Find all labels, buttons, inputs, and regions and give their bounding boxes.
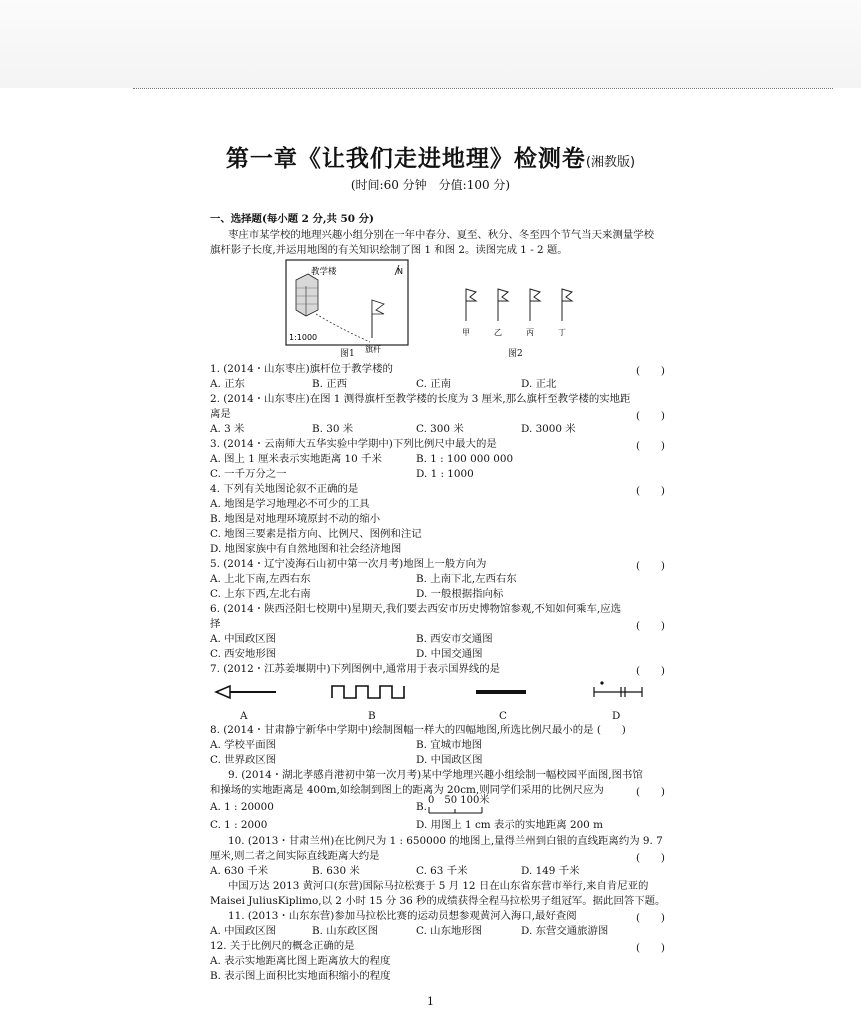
q3-option-c: C. 一千万分之一 xyxy=(210,468,287,480)
q8-option-b: B. 宜城市地图 xyxy=(416,739,483,751)
q7-answer-blank: ( ) xyxy=(636,665,665,677)
intro2-line-1: 中国万达 2013 黄河口(东营)国际马拉松赛于 5 月 12 日在山东省东营市举行,来自肯尼亚的 xyxy=(228,880,649,892)
q7-symbol-d xyxy=(594,682,642,697)
q9-option-c: C. 1 : 2000 xyxy=(210,819,268,831)
q9-stem-cont: 和操场的实地距离是 400m,如绘制到图上的距离为 20cm,则同学们采用的比例尺应为 xyxy=(210,784,604,796)
q9-option-d: D. 用图上 1 cm 表示的实地距离 200 m xyxy=(416,819,603,831)
q8-option-d: D. 中国政区图 xyxy=(416,754,483,766)
q6-stem-cont: 择 xyxy=(210,618,221,630)
q3-answer-blank: ( ) xyxy=(636,440,665,452)
q8-option-a: A. 学校平面图 xyxy=(210,739,277,751)
q7-stem: 7. (2012・江苏姜堰期中)下列图例中,通常用于表示国界线的是 xyxy=(210,663,501,675)
flag-ding-icon xyxy=(562,289,572,321)
q9-stem: 9. (2014・湖北孝感肖港初中第一次月考)某中学地理兴趣小组绘制一幅校园平面图,图书馆 xyxy=(228,769,643,781)
q11-option-c: C. 山东地形图 xyxy=(416,925,483,937)
q9-option-a: A. 1 : 20000 xyxy=(210,801,274,813)
q5-option-d: D. 一般根据指向标 xyxy=(416,588,504,600)
q7-option-a: A xyxy=(240,710,248,722)
q9-answer-blank: ( ) xyxy=(636,786,665,798)
q4-option-c: C. 地图三要素是指方向、比例尺、图例和注记 xyxy=(210,528,422,540)
q3-option-b: B. 1 : 100 000 000 xyxy=(416,453,514,465)
q1-stem: 1. (2014・山东枣庄)旗杆位于教学楼的 xyxy=(210,363,393,375)
q7-symbol-a xyxy=(216,686,276,698)
school-building-icon xyxy=(296,274,318,316)
figure-2-caption: 图2 xyxy=(508,349,523,359)
q5-option-c: C. 上东下西,左北右南 xyxy=(210,588,311,600)
page-title xyxy=(0,140,861,173)
q5-answer-blank: ( ) xyxy=(636,560,665,572)
q5-option-b: B. 上南下北,左西右东 xyxy=(416,573,517,585)
q10-option-a: A. 630 千米 xyxy=(210,865,269,877)
q6-stem: 6. (2014・陕西泾阳七校期中)星期天,我们要去西安市历史博物馆参观,不知如何乘车,应选 xyxy=(210,603,621,615)
q12-option-b: B. 表示图上面积比实地面积缩小的程度 xyxy=(210,970,391,982)
q12-answer-blank: ( ) xyxy=(636,942,665,954)
intro-line-2: 旗杆影子长度,并运用地图的有关知识绘制了图 1 和图 2。读图完成 1 - 2 题。 xyxy=(210,244,568,256)
q4-option-d: D. 地图家族中有自然地图和社会经济地图 xyxy=(210,543,402,555)
q2-answer-blank: ( ) xyxy=(636,410,665,422)
q10-option-b: B. 630 米 xyxy=(312,865,360,877)
q8-stem: 8. (2014・甘肃静宁新华中学期中)绘制图幅一样大的四幅地图,所选比例尺最小的是 ( ) xyxy=(210,724,626,736)
flag-yi-icon xyxy=(498,289,508,321)
q6-option-d: D. 中国交通图 xyxy=(416,648,483,660)
q6-option-a: A. 中国政区图 xyxy=(210,633,277,645)
q7-option-c: C xyxy=(499,710,507,722)
q10-option-d: D. 149 千米 xyxy=(521,865,580,877)
q9-option-b: B. xyxy=(416,801,427,813)
q1-option-d: D. 正北 xyxy=(521,378,557,390)
fig1-flag-label: 旗杆 xyxy=(365,345,381,354)
fig2-label-ding: 丁 xyxy=(558,328,566,337)
q5-stem: 5. (2014・辽宁凌海石山初中第一次月考)地图上一般方向为 xyxy=(210,558,487,570)
q4-option-a: A. 地图是学习地理必不可少的工具 xyxy=(210,498,370,510)
q10-answer-blank: ( ) xyxy=(636,852,665,864)
page-number: 1 xyxy=(427,995,434,1008)
title-edition: (湘教版) xyxy=(585,155,636,170)
q5-option-a: A. 上北下南,左西右东 xyxy=(210,573,311,585)
q7-option-d: D xyxy=(612,710,621,722)
q11-answer-blank: ( ) xyxy=(636,912,665,924)
flagpole-icon xyxy=(372,300,384,338)
q7-symbol-b xyxy=(332,686,404,698)
fig1-north-label: N xyxy=(397,267,403,276)
q6-option-b: B. 西安市交通图 xyxy=(416,633,493,645)
page-top-shade xyxy=(0,0,861,88)
figure-1-map xyxy=(284,258,410,354)
q1-option-a: A. 正东 xyxy=(210,378,245,390)
fig1-dashed-path xyxy=(316,314,370,342)
q11-option-d: D. 东营交通旅游图 xyxy=(521,925,609,937)
q4-stem: 4. 下列有关地图论叙不正确的是 xyxy=(210,483,359,495)
section-heading: 一、选择题(每小题 2 分,共 50 分) xyxy=(210,213,374,225)
q2-option-d: D. 3000 米 xyxy=(521,423,576,435)
q4-answer-blank: ( ) xyxy=(636,485,665,497)
q9-scale-bar-icon xyxy=(428,806,488,814)
q7-option-b: B xyxy=(368,710,376,722)
q1-option-c: C. 正南 xyxy=(416,378,451,390)
intro2-line-2: Maisei JuliusKiplimo,以 2 小时 15 分 36 秒的成绩获得全程马拉松男子组冠军。据此回答下题。 xyxy=(210,895,666,907)
q9-scale-bar-label: 0 50 100米 xyxy=(428,795,490,806)
figure-2-shadows xyxy=(458,283,578,339)
q7-legend-symbols xyxy=(214,678,654,708)
q2-option-c: C. 300 米 xyxy=(416,423,464,435)
q2-option-a: A. 3 米 xyxy=(210,423,245,435)
fig1-scale-label: 1:1000 xyxy=(289,333,318,342)
q12-stem: 12. 关于比例尺的概念正确的是 xyxy=(210,940,355,952)
q2-option-b: B. 30 米 xyxy=(312,423,354,435)
q6-option-c: C. 西安地形图 xyxy=(210,648,277,660)
q11-option-a: A. 中国政区图 xyxy=(210,925,277,937)
page-subtitle: (时间:60 分钟 分值:100 分) xyxy=(350,178,511,192)
q12-option-a: A. 表示实地距离比图上距离放大的程度 xyxy=(210,955,391,967)
flag-bing-icon xyxy=(530,289,540,321)
figure-1-caption: 图1 xyxy=(340,349,355,359)
q10-stem-cont: 厘米,则二者之间实际直线距离大约是 xyxy=(210,850,380,862)
q6-answer-blank: ( ) xyxy=(636,620,665,632)
q2-stem-cont: 离是 xyxy=(210,408,231,420)
intro-line-1: 枣庄市某学校的地理兴趣小组分别在一年中春分、夏至、秋分、冬至四个节气当天来测量学校 xyxy=(228,229,655,241)
q2-stem: 2. (2014・山东枣庄)在图 1 测得旗杆至教学楼的长度为 3 厘米,那么旗杆至教学楼的实地距 xyxy=(210,393,631,405)
flag-jia-icon xyxy=(466,289,476,321)
q4-option-b: B. 地图是对地理环境原封不动的缩小 xyxy=(210,513,381,525)
q3-option-d: D. 1 : 1000 xyxy=(416,468,474,480)
q3-stem: 3. (2014・云南师大五华实验中学期中)下列比例尺中最大的是 xyxy=(210,438,497,450)
q11-stem: 11. (2013・山东东营)参加马拉松比赛的运动员想参观黄河入海口,最好查阅 xyxy=(228,910,577,922)
fig2-label-jia: 甲 xyxy=(462,328,470,337)
q1-option-b: B. 正西 xyxy=(312,378,348,390)
title-text: 第一章《让我们走进地理》检测卷 xyxy=(225,146,586,172)
q11-option-b: B. 山东政区图 xyxy=(312,925,379,937)
q10-option-c: C. 63 千米 xyxy=(416,865,468,877)
fig1-building-label: 教学楼 xyxy=(311,267,337,277)
q8-option-c: C. 世界政区图 xyxy=(210,754,277,766)
q1-answer-blank: ( ) xyxy=(636,365,665,377)
header-divider xyxy=(133,88,833,89)
fig2-label-yi: 乙 xyxy=(494,328,502,337)
q3-option-a: A. 图上 1 厘米表示实地距离 10 千米 xyxy=(210,453,382,465)
q10-stem: 10. (2013・甘肃兰州)在比例尺为 1 : 650000 的地图上,量得兰州到白银的直线距离约为 9. 7 xyxy=(228,835,663,847)
fig2-label-bing: 丙 xyxy=(526,328,534,337)
